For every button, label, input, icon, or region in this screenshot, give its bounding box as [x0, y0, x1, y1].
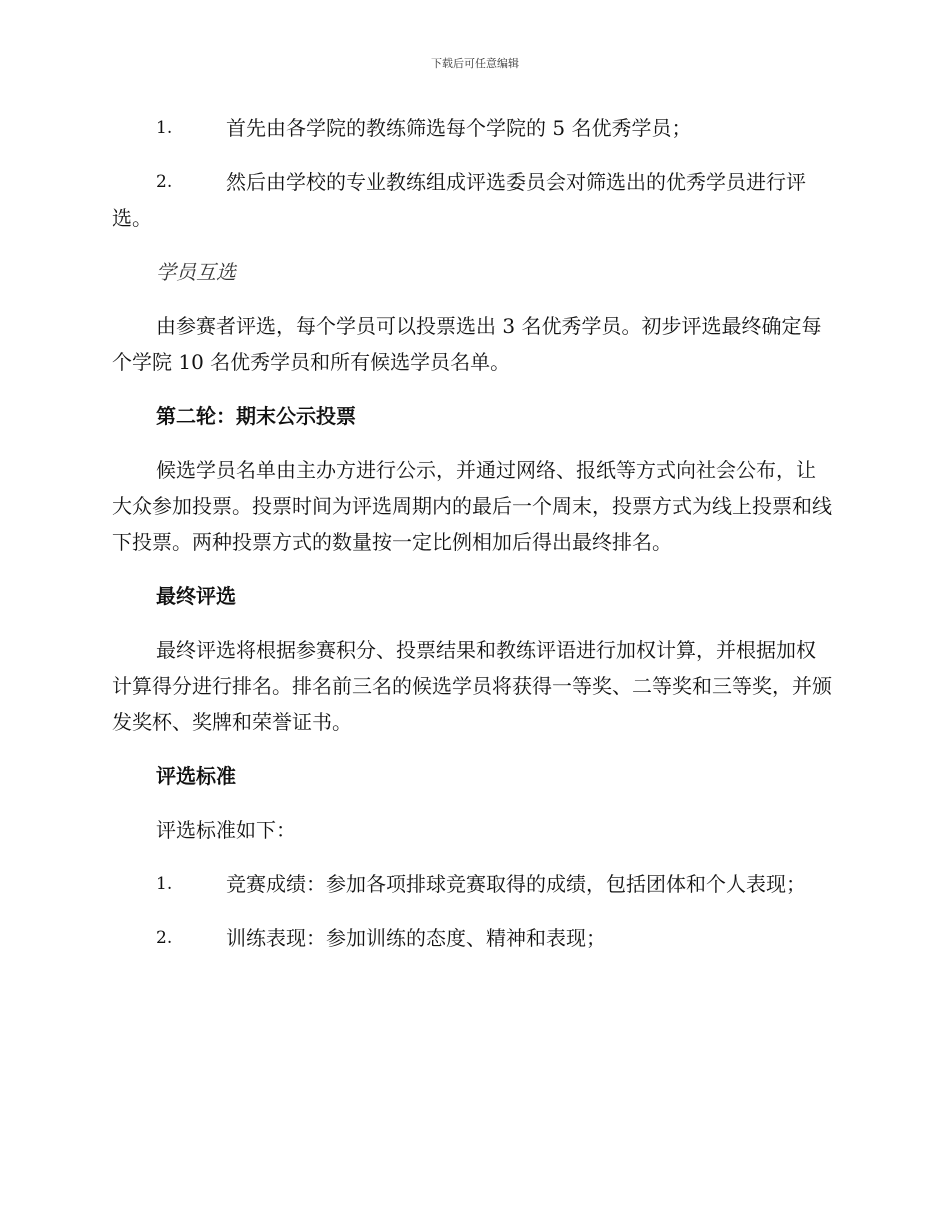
paragraph: 最终评选将根据参赛积分、投票结果和教练评语进行加权计算，并根据加权计算得分进行排名。排名前三名的候选学员将获得一等奖、二等奖和三等奖，并颁发奖杯、奖牌和荣誉证书。 — [112, 638, 832, 734]
list-item — [112, 920, 832, 956]
list-item — [112, 866, 832, 902]
list-number: 1. — [156, 874, 173, 894]
section-heading: 评选标准 — [156, 764, 236, 788]
section-heading: 最终评选 — [156, 584, 236, 608]
list-text: 然后由学校的专业教练组成评选委员会对筛选出的优秀学员进行评选。 — [112, 170, 806, 230]
document-body — [112, 110, 832, 974]
subsection-heading: 学员互选 — [156, 260, 236, 284]
list-text: 竞赛成绩：参加各项排球竞赛取得的成绩，包括团体和个人表现； — [226, 872, 806, 896]
paragraph: 评选标准如下： — [156, 818, 296, 842]
list-number: 2. — [156, 172, 173, 192]
list-item — [112, 110, 832, 146]
list-number: 2. — [156, 928, 173, 948]
list-text: 首先由各学院的教练筛选每个学院的 5 名优秀学员； — [226, 116, 692, 140]
list-number: 1. — [156, 118, 173, 138]
section-heading: 第二轮：期末公示投票 — [156, 404, 356, 428]
paragraph: 由参赛者评选，每个学员可以投票选出 3 名优秀学员。初步评选最终确定每个学院 10 名优秀学员和所有候选学员名单。 — [112, 314, 822, 374]
list-item — [112, 164, 832, 236]
list-text: 训练表现：参加训练的态度、精神和表现； — [226, 926, 606, 950]
paragraph: 候选学员名单由主办方进行公示，并通过网络、报纸等方式向社会公布，让大众参加投票。投票时间为评选周期内的最后一个周末，投票方式为线上投票和线下投票。两种投票方式的数量按一定比例相加后得出最终排名。 — [112, 458, 832, 554]
page-header: 下载后可任意编辑 — [431, 57, 519, 70]
